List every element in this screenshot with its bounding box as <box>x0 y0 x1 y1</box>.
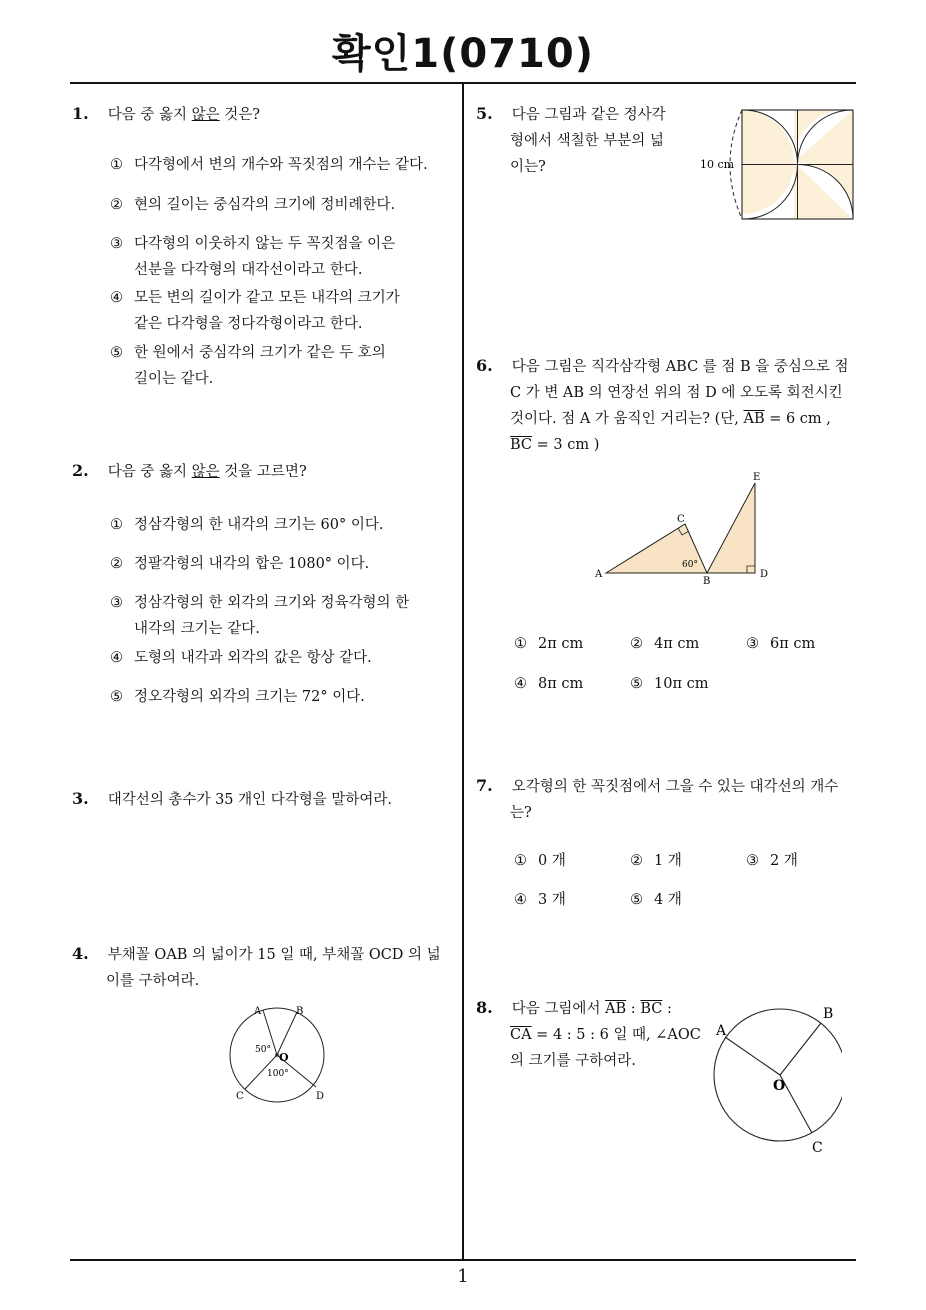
q6-option-5[interactable]: ⑤ 10π cm <box>630 676 709 692</box>
angle-60: 60° <box>682 560 698 570</box>
angle-50: 50° <box>255 1045 271 1055</box>
question-text: 다음 중 옳지 않은 것은? <box>107 107 261 123</box>
question-number: 2. <box>72 461 89 480</box>
question-2 <box>72 459 457 485</box>
label-C: C <box>812 1140 823 1156</box>
question-number: 4. <box>72 944 89 963</box>
question-1 <box>72 102 457 128</box>
question-text-line1: 다음 그림과 같은 정사각 <box>511 107 666 123</box>
label-A: A <box>595 569 603 580</box>
q2-option-3[interactable]: ③ 정삼각형의 한 외각의 크기와 정육각형의 한 내각의 크기는 같다. <box>110 595 410 637</box>
q2-option-5[interactable]: ⑤ 정오각형의 외각의 크기는 72° 이다. <box>110 689 365 705</box>
sector-figure <box>222 1000 342 1110</box>
q2-option-4[interactable]: ④ 도형의 내각과 외각의 값은 항상 같다. <box>110 650 372 666</box>
question-number: 6. <box>476 356 493 375</box>
q1-option-3[interactable]: ③ 다각형의 이웃하지 않는 두 꼭짓점을 이은 선분을 다각형의 대각선이라고 한다. <box>110 236 396 278</box>
label-E: E <box>753 472 761 483</box>
q6-option-1[interactable]: ① 2π cm <box>514 636 584 652</box>
question-text-line2: 이를 구하여라. <box>106 973 200 989</box>
rotation-figure <box>590 466 780 588</box>
question-5 <box>476 102 666 128</box>
q1-option-2[interactable]: ② 현의 길이는 중심각의 크기에 정비례한다. <box>110 197 396 213</box>
square-figure <box>698 104 858 226</box>
q6-option-4[interactable]: ④ 8π cm <box>514 676 584 692</box>
question-text-line2: C 가 변 AB 의 연장선 위의 점 D 에 오도록 회전시킨 <box>510 385 843 401</box>
label-O: O <box>773 1078 786 1094</box>
question-text-line1: 다음 그림에서 $\overline{AB}$ : $\overline{BC}$ : <box>511 1001 672 1017</box>
arc-CA: $\overline{CA}$ <box>510 1027 532 1043</box>
question-text-line1: 부채꼴 OAB 의 넓이가 15 일 때, 부채꼴 OCD 의 넓 <box>107 947 441 963</box>
question-text-line1: 오각형의 한 꼭짓점에서 그을 수 있는 대각선의 개수 <box>511 779 839 795</box>
segment-AB: $\overline{AB}$ <box>743 411 765 427</box>
question-6 <box>476 354 849 380</box>
question-number: 8. <box>476 998 493 1017</box>
question-number: 5. <box>476 104 493 123</box>
column-divider <box>462 82 464 1260</box>
q7-option-5[interactable]: ⑤ 4 개 <box>630 892 682 908</box>
label-B: B <box>296 1006 304 1017</box>
bottom-rule <box>70 1259 856 1261</box>
label-D: D <box>760 569 769 580</box>
label-C: C <box>236 1091 244 1102</box>
question-text-line3: 이는? <box>510 159 546 175</box>
arc-BC: $\overline{BC}$ <box>640 1001 663 1017</box>
q6-option-2[interactable]: ② 4π cm <box>630 636 700 652</box>
q7-option-1[interactable]: ① 0 개 <box>514 853 566 869</box>
question-number: 3. <box>72 789 89 808</box>
q1-option-4[interactable]: ④ 모든 변의 길이가 같고 모든 내각의 크기가 같은 다각형을 정다각형이라고 한다. <box>110 290 400 332</box>
label-A: A <box>716 1023 727 1039</box>
label-B: B <box>703 576 711 587</box>
segment-BC: $\overline{BC}$ <box>510 437 533 453</box>
q7-option-4[interactable]: ④ 3 개 <box>514 892 566 908</box>
question-text: 대각선의 총수가 35 개인 다각형을 말하여라. <box>107 792 393 808</box>
q2-option-1[interactable]: ① 정삼각형의 한 내각의 크기는 60° 이다. <box>110 517 384 533</box>
question-number: 7. <box>476 776 493 795</box>
q6-option-3[interactable]: ③ 6π cm <box>746 636 816 652</box>
q7-option-3[interactable]: ③ 2 개 <box>746 853 798 869</box>
q1-option-5[interactable]: ⑤ 한 원에서 중심각의 크기가 같은 두 호의 길이는 같다. <box>110 345 386 387</box>
question-text-line4: $\overline{BC} = 3$ cm ) <box>510 437 600 453</box>
question-text-line2: 형에서 색칠한 부분의 넓 <box>510 133 664 149</box>
label-C: C <box>677 514 685 525</box>
page-title: 확인1(0710) <box>331 31 594 77</box>
question-text-line2: $\overline{CA} = 4$ : 5 : 6 일 때, ∠AOC <box>510 1027 701 1043</box>
emphasis-underline: 않은 <box>191 107 220 123</box>
question-7 <box>476 774 838 800</box>
q2-option-2[interactable]: ② 정팔각형의 내각의 합은 1080° 이다. <box>110 556 370 572</box>
label-D: D <box>316 1091 325 1102</box>
side-label: 10 cm <box>700 158 735 171</box>
question-text-line3: 의 크기를 구하여라. <box>510 1053 636 1069</box>
question-number: 1. <box>72 104 89 123</box>
page-number: 1 <box>457 1266 469 1287</box>
question-text-line3: 것이다. 점 A 가 움직인 거리는? (단, $\overline{AB} = 6$ cm , <box>510 411 831 427</box>
q7-option-2[interactable]: ② 1 개 <box>630 853 682 869</box>
question-8 <box>476 996 672 1022</box>
question-text-line2: 는? <box>510 805 532 821</box>
arc-AB: $\overline{AB}$ <box>605 1001 627 1017</box>
question-text: 다음 중 옳지 않은 것을 고르면? <box>107 464 307 480</box>
question-3 <box>72 787 457 813</box>
label-A: A <box>254 1006 262 1017</box>
q1-option-1[interactable]: ① 다각형에서 변의 개수와 꼭짓점의 개수는 같다. <box>110 157 428 173</box>
label-B: B <box>823 1006 834 1022</box>
label-O: O <box>279 1051 289 1064</box>
emphasis-underline: 않은 <box>191 464 220 480</box>
circle-figure <box>712 1000 842 1160</box>
question-4 <box>72 942 460 968</box>
angle-100: 100° <box>267 1069 289 1079</box>
question-text-line1: 다음 그림은 직각삼각형 ABC 를 점 B 을 중심으로 점 <box>511 359 849 375</box>
